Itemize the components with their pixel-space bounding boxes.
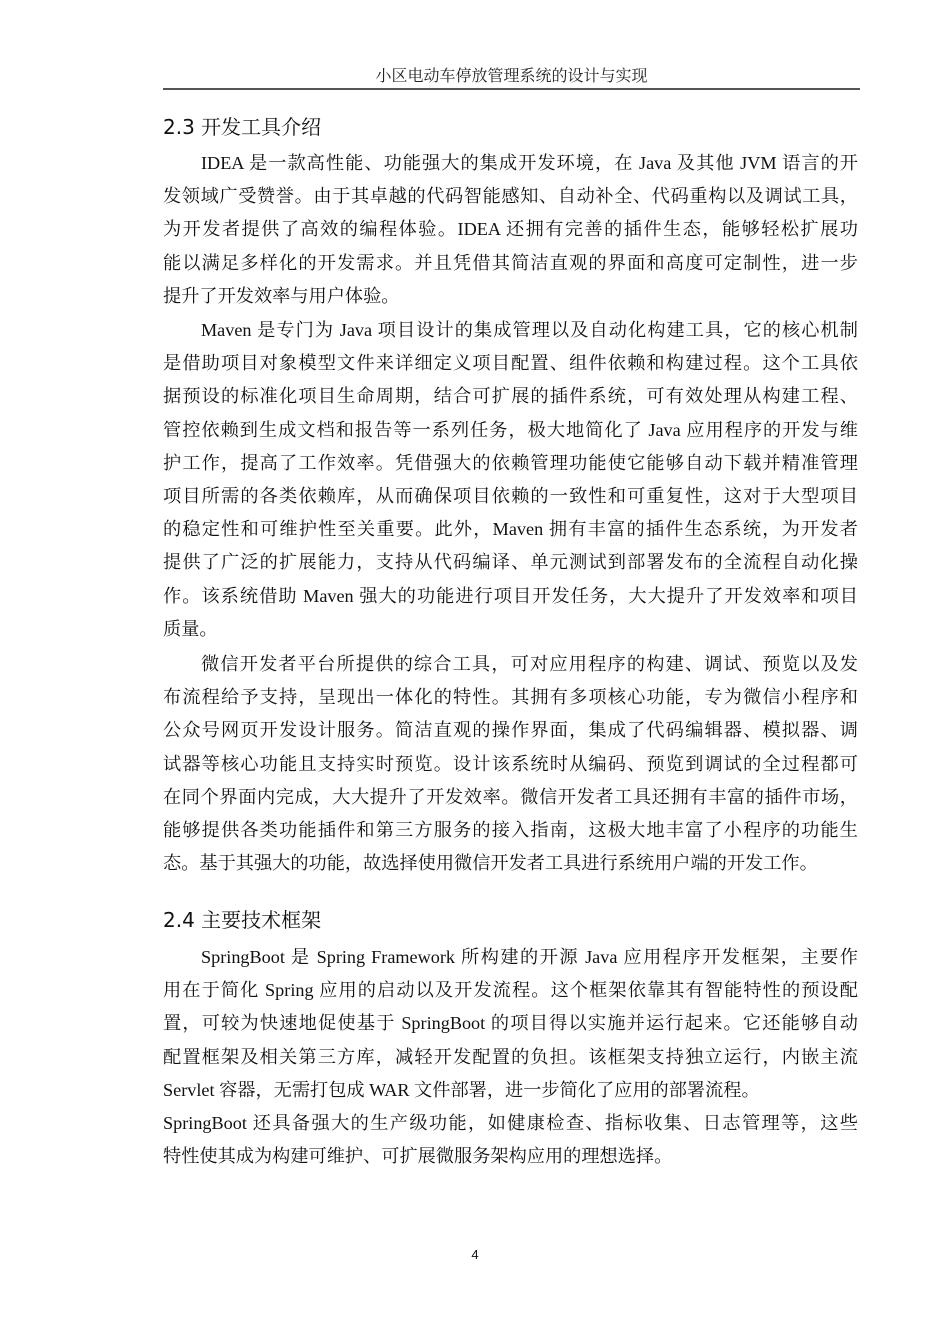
text-line: 护工作，提高了工作效率。凭借强大的依赖管理功能使它能够自动下载并精准管理 [163,452,858,473]
text-line: 能够提供各类功能插件和第三方服务的接入指南，这极大地丰富了小程序的功能生 [163,819,858,840]
paragraph-springboot [163,941,858,1173]
text-line: SpringBoot 还具备强大的生产级功能，如健康检查、指标收集、日志管理等，这些 [163,1112,858,1133]
text-line: 是借助项目对象模型文件来详细定义项目配置、组件依赖和构建过程。这个工具依 [163,353,858,374]
text-line: 据预设的标准化项目生命周期，结合可扩展的插件系统，可有效处理从构建工程、 [163,386,858,407]
text-line: 为开发者提供了高效的编程体验。IDEA 还拥有完善的插件生态，能够轻松扩展功 [163,219,858,240]
paragraph-wechat-devtools [163,648,858,880]
text-line: 公众号网页开发设计服务。简洁直观的操作界面，集成了代码编辑器、模拟器、调 [163,720,858,741]
page-number: 4 [471,1247,479,1262]
text-line: IDEA 是一款高性能、功能强大的集成开发环境，在 Java 及其他 JVM 语言的开 [201,153,858,173]
text-line: 的稳定性和可维护性至关重要。此外，Maven 拥有丰富的插件生态系统，为开发者 [163,519,858,540]
text-line: 微信开发者平台所提供的综合工具，可对应用程序的构建、调试、预览以及发 [201,654,858,674]
text-line: Maven 是专门为 Java 项目设计的集成管理以及自动化构建工具，它的核心机制 [201,320,858,340]
section-heading-2-3: 2.3 开发工具介绍 [163,115,322,139]
text-line: 配置框架及相关第三方库，减轻开发配置的负担。该框架支持独立运行，内嵌主流 [163,1046,858,1067]
text-line: 布流程给予支持，呈现出一体化的特性。其拥有多项核心功能，专为微信小程序和 [163,687,858,708]
text-line: 项目所需的各类依赖库，从而确保项目依赖的一致性和可重复性，这对于大型项目 [163,485,858,506]
text-line: 在同个界面内完成，大大提升了开发效率。微信开发者工具还拥有丰富的插件市场， [163,786,858,807]
running-header: 小区电动车停放管理系统的设计与实现 [375,68,648,85]
text-line: 置，可较为快速地促使基于 SpringBoot 的项目得以实施并运行起来。它还能够自动 [163,1013,858,1034]
text-line: 态。基于其强大的功能，故选择使用微信开发者工具进行系统用户端的开发工作。 [163,853,818,874]
text-line: SpringBoot 是 Spring Framework 所构建的开源 Java 应用程序开发框架，主要作 [201,947,858,967]
text-line: Servlet 容器，无需打包成 WAR 文件部署，进一步简化了应用的部署流程。 [163,1079,760,1100]
text-line: 质量。 [163,618,218,639]
text-line: 提升了开发效率与用户体验。 [163,285,400,306]
text-line: 试器等核心功能且支持实时预览。设计该系统时从编码、预览到调试的全过程都可 [163,753,858,774]
paragraph-maven [163,314,858,646]
text-line: 管控依赖到生成文档和报告等一系列任务，极大地简化了 Java 应用程序的开发与维 [163,419,858,440]
text-line: 提供了广泛的扩展能力，支持从代码编译、单元测试到部署发布的全流程自动化操 [163,552,858,573]
text-line: 发领域广受赞誉。由于其卓越的代码智能感知、自动补全、代码重构以及调试工具， [163,186,858,207]
paragraph-idea [163,147,858,313]
header-rule [163,88,860,90]
text-line: 能以满足多样化的开发需求。并且凭借其简洁直观的界面和高度可定制性，进一步 [163,252,858,273]
text-line: 作。该系统借助 Maven 强大的功能进行项目开发任务，大大提升了开发效率和项目 [163,585,858,606]
text-line: 用在于简化 Spring 应用的启动以及开发流程。这个框架依靠其有智能特性的预设配 [163,980,858,1001]
section-heading-2-4: 2.4 主要技术框架 [163,908,322,932]
text-line: 特性使其成为构建可维护、可扩展微服务架构应用的理想选择。 [163,1146,673,1167]
